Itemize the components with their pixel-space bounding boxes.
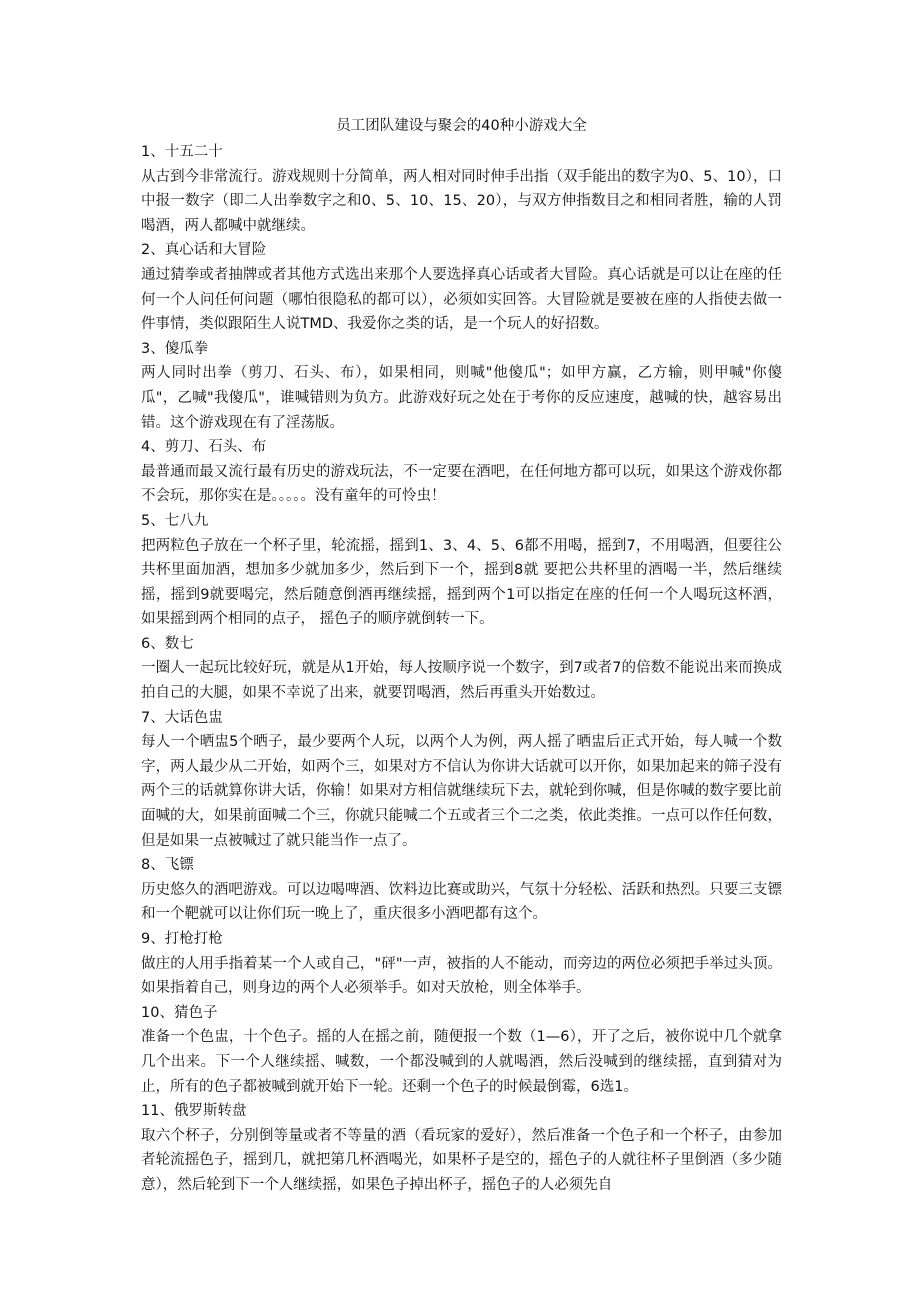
section-body: 从古到今非常流行。游戏规则十分简单，两人相对同时伸手出指（双手能出的数字为0、5、10），口中报一数字（即二人出拳数字之和0、5、10、15、20），与双方伸指数目之和相同者胜，输的人罚喝酒，两人都喊中就继续。 xyxy=(141,168,782,234)
section-body: 做庄的人用手指着某一个人或自己，"砰"一声，被指的人不能动，而旁边的两位必须把手举过头顶。如果指着自己，则身边的两个人必须举手。如对天放枪，则全体举手。 xyxy=(141,955,782,997)
section-heading: 5、七八九 xyxy=(141,512,209,529)
section-body: 取六个杯子，分别倒等量或者不等量的酒（看玩家的爱好），然后准备一个色子和一个杯子，由参加者轮流摇色子，摇到几，就把第几杯酒喝光，如果杯子是空的，摇色子的人就往杯子里倒酒（多少随意），然后轮到下一个人继续摇，如果色子掉出杯子，摇色子的人必须先自 xyxy=(141,1127,782,1193)
section-body: 每人一个晒盅5个晒子，最少要两个人玩，以两个人为例，两人摇了晒盅后正式开始，每人喊一个数字，两人最少从二开始，如两个三，如果对方不信认为你讲大话就可以开你，如果加起来的筛子没有两个三的话就算你讲大话，你输！如果对方相信就继续玩下去，就轮到你喊，但是你喊的数字要比前面喊的大，如果前面喊二个三，你就只能喊二个五或者三个二之类，依此类推。一点可以作任何数，但是如果一点被喊过了就只能当作一点了。 xyxy=(141,734,782,849)
section-body: 通过猜拳或者抽牌或者其他方式选出来那个人要选择真心话或者大冒险。真心话就是可以让在座的任何一个人问任何问题（哪怕很隐私的都可以），必须如实回答。大冒险就是要被在座的人指使去做一件事情，类似跟陌生人说TMD、我爱你之类的话，是一个玩人的好招数。 xyxy=(141,266,782,333)
section xyxy=(141,1099,782,1197)
section xyxy=(141,337,782,435)
document-title: 员工团队建设与聚会的40种小游戏大全 xyxy=(336,118,587,134)
section xyxy=(141,140,782,238)
section xyxy=(141,853,782,927)
section-heading: 6、数七 xyxy=(141,635,194,652)
section-heading: 1、十五二十 xyxy=(141,144,223,160)
section-heading: 10、猜色子 xyxy=(141,1004,218,1021)
section-body: 最普通而最又流行最有历史的游戏玩法，不一定要在酒吧，在任何地方都可以玩，如果这个游戏你都不会玩，那你实在是。。。。。没有童年的可怜虫！ xyxy=(141,463,782,505)
section-body: 准备一个色盅，十个色子。摇的人在摇之前，随便报一个数（1—6），开了之后，被你说中几个就拿几个出来。下一个人继续摇、喊数，一个都没喊到的人就喝酒，然后没喊到的继续摇，直到猜对为止，所有的色子都被喊到就开始下一轮。还剩一个色子的时候最倒霉，6选1。 xyxy=(141,1029,782,1095)
section-body: 把两粒色子放在一个杯子里，轮流摇，摇到1、3、4、5、6都不用喝，摇到7，不用喝酒，但要往公共杯里面加酒，想加多少就加多少，然后到下一个，摇到8就 要把公共杯里的酒喝一半，然后继续摇，摇到9就要喝完，然后随意倒酒再继续摇，摇到两个1可以指定在座的任何一个人喝玩这杯酒，如果摇到两个相同的点子， 摇色子的顺序就倒转一下。 xyxy=(141,537,782,628)
section-heading: 8、飞镖 xyxy=(141,857,194,874)
section-heading: 7、大话色盅 xyxy=(141,709,223,726)
section xyxy=(141,632,782,706)
section xyxy=(141,706,782,854)
section-heading: 11、俄罗斯转盘 xyxy=(141,1103,247,1120)
section-heading: 2、真心话和大冒险 xyxy=(141,242,267,259)
section-body: 两人同时出拳（剪刀、石头、布），如果相同，则喊"他傻瓜"；如甲方赢，乙方输，则甲喊"你傻瓜"，乙喊"我傻瓜"，谁喊错则为负方。此游戏好玩之处在于考你的反应速度，越喊的快，越容易出错。这个游戏现在有了淫荡版。 xyxy=(141,365,782,431)
section-heading: 3、傻瓜拳 xyxy=(141,340,209,357)
section-body: 历史悠久的酒吧游戏。可以边喝啤酒、饮料边比赛或助兴，气氛十分轻松、活跃和热烈。只要三支镖和一个靶就可以让你们玩一晚上了，重庆很多小酒吧都有这个。 xyxy=(141,881,782,923)
section xyxy=(141,238,782,336)
section xyxy=(141,435,782,509)
section xyxy=(141,509,782,632)
section-heading: 9、打枪打枪 xyxy=(141,931,223,947)
section-heading: 4、剪刀、石头、布 xyxy=(141,439,267,456)
section-body: 一圈人一起玩比较好玩，就是从1开始，每人按顺序说一个数字，到7或者7的倍数不能说出来而换成拍自己的大腿，如果不幸说了出来，就要罚喝酒，然后再重头开始数过。 xyxy=(141,660,782,702)
document-body xyxy=(141,140,782,1198)
section xyxy=(141,1001,782,1099)
section xyxy=(141,927,782,1001)
